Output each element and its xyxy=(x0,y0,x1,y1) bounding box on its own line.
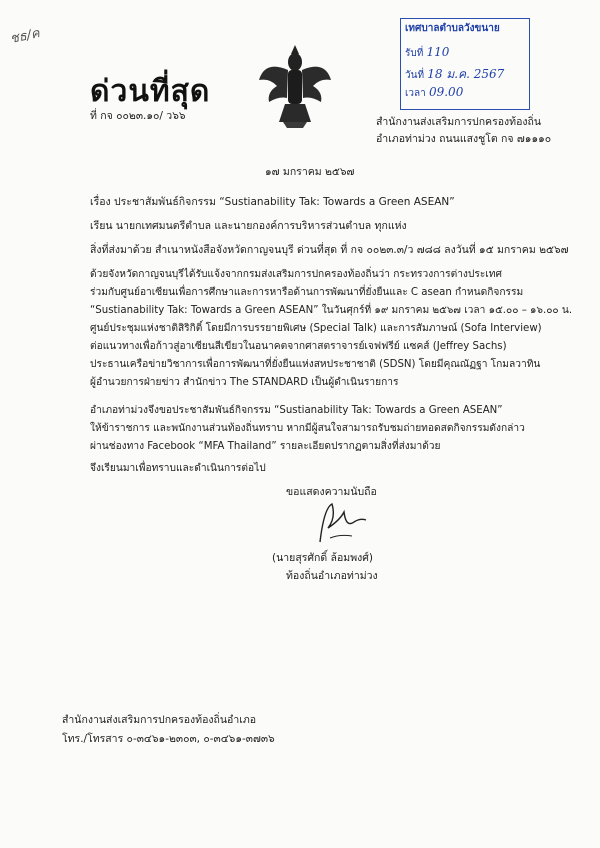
body-paragraph-3 xyxy=(90,460,560,478)
stamp-receive-label: รับที่ xyxy=(405,48,424,59)
body-line: ร่วมกับศูนย์อาเซียนเพื่อการศึกษาและการหารือด้านการพัฒนาที่ยั่งยืนและ C asean กำหนดกิจกรรม xyxy=(90,287,524,298)
body-line: จึงเรียนมาเพื่อทราบและดำเนินการต่อไป xyxy=(90,463,266,474)
subject-line: เรื่อง ประชาสัมพันธ์กิจกรรม “Sustianability Tak: Towards a Green ASEAN” xyxy=(90,196,455,208)
body-line: ด้วยจังหวัดกาญจนบุรีได้รับแจ้งจากกรมส่งเสริมการปกครองท้องถิ่นว่า กระทรวงการต่างประเทศ xyxy=(90,269,502,280)
footer-phone: โทร./โทรสาร ๐-๓๔๖๑-๒๓๐๓, ๐-๓๔๖๑-๓๗๓๖ xyxy=(62,733,275,745)
signer-position: ท้องถิ่นอำเภอท่าม่วง xyxy=(286,570,378,582)
office-address: อำเภอท่าม่วง ถนนแสงชูโต กจ ๗๑๑๑๐ xyxy=(376,133,552,145)
garuda-emblem-icon xyxy=(255,40,335,130)
closing-phrase: ขอแสดงความนับถือ xyxy=(286,486,377,498)
office-name: สำนักงานส่งเสริมการปกครองท้องถิ่น xyxy=(376,116,542,128)
letter-date: ๑๗ มกราคม ๒๕๖๗ xyxy=(265,166,355,178)
body-line: ผู้อำนวยการฝ่ายข่าว สำนักข่าว The STANDARD เป็นผู้ดำเนินรายการ xyxy=(90,377,399,388)
urgency-heading: ด่วนที่สุด xyxy=(90,74,211,109)
document-number: ที่ กจ ๐๐๒๓.๑๐/ ว๖๖ xyxy=(90,110,186,122)
body-line: อำเภอท่าม่วงจึงขอประชาสัมพันธ์กิจกรรม “Sustianability Tak: Towards a Green ASEAN” xyxy=(90,405,503,416)
enclosure-line: สิ่งที่ส่งมาด้วย สำเนาหนังสือจังหวัดกาญจนบุรี ด่วนที่สุด ที่ กจ ๐๐๒๓.๓/ว ๗๘๘ ลงวันที่ ๑๕ มกราคม ๒๕๖๗ xyxy=(90,244,569,256)
body-line: ผ่านช่องทาง Facebook “MFA Thailand” รายละเอียดปรากฏตามสิ่งที่ส่งมาด้วย xyxy=(90,441,441,452)
body-line: ต่อแนวทางเพื่อก้าวสู่อาเซียนสีเขียวในอนาคตจากศาสตราจารย์เจฟฟรีย์ แซคส์ (Jeffrey Sachs) xyxy=(90,341,507,352)
body-line: “Sustianability Tak: Towards a Green ASEAN” ในวันศุกร์ที่ ๑๙ มกราคม ๒๕๖๗ เวลา ๑๕.๐๐ – ๑๖.๐๐ น. xyxy=(90,305,573,316)
footer-office: สำนักงานส่งเสริมการปกครองท้องถิ่นอำเภอ xyxy=(62,714,257,726)
stamp-date-label: วันที่ xyxy=(405,70,425,81)
body-paragraph-2 xyxy=(90,402,560,456)
body-line: ประธานเครือข่ายวิชาการเพื่อการพัฒนาที่ยั่งยืนแห่งสหประชาชาติ (SDSN) โดยมีคุณณัฏฐา โกมลวาทิน xyxy=(90,359,541,370)
stamp-receive-value: 110 xyxy=(426,45,450,59)
stamp-title: เทศบาลตำบลวังขนาย xyxy=(405,23,500,34)
signer-name: (นายสุรศักดิ์ ล้อมพงศ์) xyxy=(272,552,374,564)
body-line: ศูนย์ประชุมแห่งชาติสิริกิติ์ โดยมีการบรรยายพิเศษ (Special Talk) และการสัมภาษณ์ (Sofa Interview) xyxy=(90,323,542,334)
handwritten-corner-note: ชธ/ค xyxy=(8,26,42,47)
handwritten-signature xyxy=(310,498,370,546)
body-paragraph-1 xyxy=(90,266,573,392)
stamp-time-label: เวลา xyxy=(405,88,426,99)
recipient-line: เรียน นายกเทศมนตรีตำบล และนายกองค์การบริหารส่วนตำบล ทุกแห่ง xyxy=(90,220,407,232)
body-line: ให้ข้าราชการ และพนักงานส่วนท้องถิ่นทราบ หากมีผู้สนใจสามารถรับชมถ่ายทอดสดกิจกรรมดังกล่าว xyxy=(90,423,525,434)
stamp-time-value: 09.00 xyxy=(428,85,464,99)
stamp-date-value: 18 ม.ค. 2567 xyxy=(427,67,505,81)
receive-stamp xyxy=(400,18,530,110)
